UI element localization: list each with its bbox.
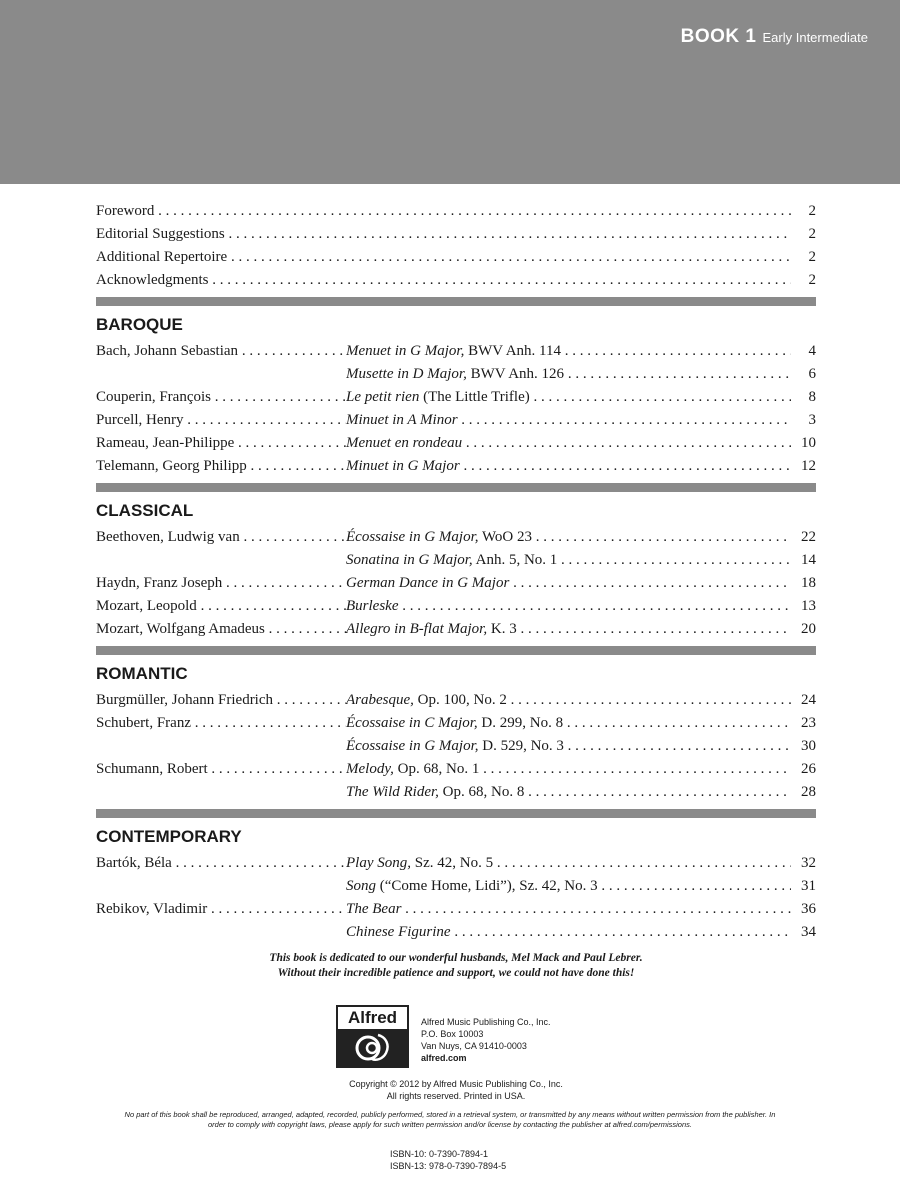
composer-name: Beethoven, Ludwig van . . . (96, 526, 346, 549)
toc-row (96, 595, 816, 618)
work-entry (346, 712, 791, 735)
section-rule (96, 646, 816, 655)
page-number: 30 (791, 735, 816, 758)
work-title: Écossaise in C Major, (346, 715, 478, 731)
publisher-box: P.O. Box 10003 (421, 1029, 484, 1039)
page-number: 32 (791, 852, 816, 875)
toc-row (96, 618, 816, 641)
front-matter-row (96, 246, 816, 269)
copyright (96, 1078, 816, 1102)
work-title: Sonatina in G Major, (346, 552, 473, 568)
page-number: 22 (791, 526, 816, 549)
work-detail: BWV Anh. 126 (466, 366, 565, 382)
isbn-13: ISBN-13: 978-0-7390-7894-5 (390, 1161, 507, 1171)
page-number: 31 (791, 875, 816, 898)
work-detail: Anh. 5, No. 1 (472, 552, 558, 568)
page-number: 2 (791, 200, 816, 223)
alfred-logo (336, 1005, 409, 1068)
publisher-address (421, 1016, 551, 1064)
page-number: 2 (791, 246, 816, 269)
toc-row (96, 340, 816, 363)
work-entry (346, 921, 791, 944)
work-title: Menuet en rondeau (346, 435, 463, 451)
work-entry (346, 572, 791, 595)
toc-row (96, 432, 816, 455)
page-number: 12 (791, 455, 816, 478)
work-detail: WoO 23 (478, 529, 533, 545)
page-number: 20 (791, 618, 816, 641)
work-title: Melody, (346, 761, 394, 777)
work-entry (346, 781, 791, 804)
work-entry (346, 595, 791, 618)
composer-name: Schumann, Robert . . . (96, 758, 346, 781)
toc-row (96, 875, 816, 898)
publisher-name: Alfred Music Publishing Co., Inc. (421, 1017, 551, 1027)
work-entry (346, 549, 791, 572)
work-title: Burleske (346, 598, 399, 614)
toc-row (96, 455, 816, 478)
work-entry (346, 689, 791, 712)
work-entry (346, 432, 791, 455)
toc-row (96, 549, 816, 572)
work-entry (346, 898, 791, 921)
book-number: BOOK 1 (680, 26, 757, 47)
legal-notice: No part of this book shall be reproduced, arranged, adapted, recorded, publicly performed, stored in a retrieval system, or transmitted by any means without written permission from the publisher. In order to comply with copyright laws, please apply for such written permission and/or license by contacting the publisher at alfred.com/permissions. (124, 1110, 776, 1129)
composer-name: Schubert, Franz . . . (96, 712, 346, 735)
composer-name: Telemann, Georg Philipp . . . (96, 455, 346, 478)
toc-row (96, 921, 816, 944)
toc-row (96, 781, 816, 804)
section-heading: CONTEMPORARY (96, 827, 242, 846)
work-entry (346, 363, 791, 386)
page-number: 6 (791, 363, 816, 386)
work-title: Écossaise in G Major, (346, 738, 479, 754)
front-matter-title: Additional Repertoire . . . (96, 246, 791, 269)
composer-name: Purcell, Henry . . . (96, 409, 346, 432)
work-title: The Wild Rider, (346, 784, 439, 800)
work-entry (346, 409, 791, 432)
front-matter-title: Foreword . . . (96, 200, 791, 223)
section-heading: CLASSICAL (96, 501, 194, 520)
work-title: Minuet in G Major (346, 458, 460, 474)
work-detail: Sz. 42, No. 5 (411, 855, 494, 871)
copyright-line: Copyright © 2012 by Alfred Music Publishing Co., Inc. (349, 1079, 563, 1089)
section-heading: ROMANTIC (96, 664, 188, 683)
composer-name: Burgmüller, Johann Friedrich . . . (96, 689, 346, 712)
front-matter-row (96, 269, 816, 292)
composer-name: Rebikov, Vladimir . . . (96, 898, 346, 921)
page-number: 8 (791, 386, 816, 409)
work-entry (346, 758, 791, 781)
page-number: 28 (791, 781, 816, 804)
toc-row (96, 386, 816, 409)
work-title: Musette in D Major, (346, 366, 467, 382)
page-number: 36 (791, 898, 816, 921)
alfred-logo-text: Alfred (338, 1007, 407, 1031)
work-detail: Op. 68, No. 8 (438, 784, 525, 800)
work-title: Écossaise in G Major, (346, 529, 479, 545)
page-number: 24 (791, 689, 816, 712)
page-number: 2 (791, 269, 816, 292)
work-entry (346, 455, 791, 478)
page-number: 18 (791, 572, 816, 595)
toc-row (96, 572, 816, 595)
work-entry (346, 618, 791, 641)
toc-row (96, 409, 816, 432)
page-number: 3 (791, 409, 816, 432)
composer-name: Rameau, Jean-Philippe . . . (96, 432, 346, 455)
composer-name: Bach, Johann Sebastian . . . (96, 340, 346, 363)
work-detail: Op. 68, No. 1 (393, 761, 480, 777)
isbn-block (390, 1148, 506, 1172)
work-detail: K. 3 (487, 621, 517, 637)
publisher-city: Van Nuys, CA 91410-0003 (421, 1041, 527, 1051)
isbn-10: ISBN-10: 0-7390-7894-1 (390, 1149, 489, 1159)
composer-name: Bartók, Béla . . . (96, 852, 346, 875)
work-entry (346, 386, 791, 409)
dedication-line: Without their incredible patience and support, we could not have done this! (277, 967, 635, 979)
work-entry (346, 852, 791, 875)
composer-name: Mozart, Leopold . . . (96, 595, 346, 618)
work-detail: D. 529, No. 3 (478, 738, 564, 754)
table-of-contents (96, 200, 816, 944)
toc-row (96, 898, 816, 921)
work-title: Arabesque, (346, 692, 414, 708)
header-band (0, 0, 900, 184)
page-number: 34 (791, 921, 816, 944)
work-entry (346, 526, 791, 549)
work-title: Menuet in G Major, (346, 343, 465, 359)
section-rule (96, 483, 816, 492)
toc-row (96, 712, 816, 735)
section-rule (96, 809, 816, 818)
work-title: Song (346, 878, 376, 894)
section-rule (96, 297, 816, 306)
work-title: Chinese Figurine (346, 924, 451, 940)
composer-name: Couperin, François . . . (96, 386, 346, 409)
work-detail: D. 299, No. 8 (477, 715, 564, 731)
composer-name: Mozart, Wolfgang Amadeus . . . (96, 618, 346, 641)
work-entry (346, 875, 791, 898)
work-entry (346, 340, 791, 363)
toc-row (96, 758, 816, 781)
work-title: Play Song, (346, 855, 411, 871)
page-number: 14 (791, 549, 816, 572)
work-detail: Op. 100, No. 2 (413, 692, 507, 708)
page-number: 23 (791, 712, 816, 735)
work-title: Minuet in A Minor (346, 412, 458, 428)
composer-name: Haydn, Franz Joseph . . . (96, 572, 346, 595)
toc-row (96, 363, 816, 386)
treble-clef-icon (338, 1031, 407, 1066)
page-number: 13 (791, 595, 816, 618)
page-number: 26 (791, 758, 816, 781)
publisher-web-link: alfred.com (421, 1053, 467, 1063)
dedication-line: This book is dedicated to our wonderful husbands, Mel Mack and Paul Lebrer. (269, 952, 643, 964)
section-heading: BAROQUE (96, 315, 183, 334)
work-title: The Bear (346, 901, 402, 917)
front-matter-title: Editorial Suggestions . . . (96, 223, 791, 246)
book-level: Early Intermediate (762, 30, 868, 45)
page-number: 2 (791, 223, 816, 246)
work-detail: (The Little Trifle) (419, 389, 530, 405)
page-number: 10 (791, 432, 816, 455)
work-detail: BWV Anh. 114 (464, 343, 562, 359)
book-label (681, 26, 868, 48)
front-matter-row (96, 223, 816, 246)
front-matter-title: Acknowledgments . . . (96, 269, 791, 292)
toc-row (96, 526, 816, 549)
front-matter-row (96, 200, 816, 223)
publisher-web (421, 1052, 551, 1064)
page-number: 4 (791, 340, 816, 363)
toc-row (96, 852, 816, 875)
work-title: Allegro in B-flat Major, (346, 621, 488, 637)
work-title: German Dance in G Major (346, 575, 510, 591)
toc-row (96, 735, 816, 758)
work-title: Le petit rien (346, 389, 420, 405)
toc-row (96, 689, 816, 712)
copyright-line: All rights reserved. Printed in USA. (386, 1091, 526, 1101)
work-detail: (“Come Home, Lidi”), Sz. 42, No. 3 (376, 878, 598, 894)
work-entry (346, 735, 791, 758)
dedication (96, 951, 816, 981)
